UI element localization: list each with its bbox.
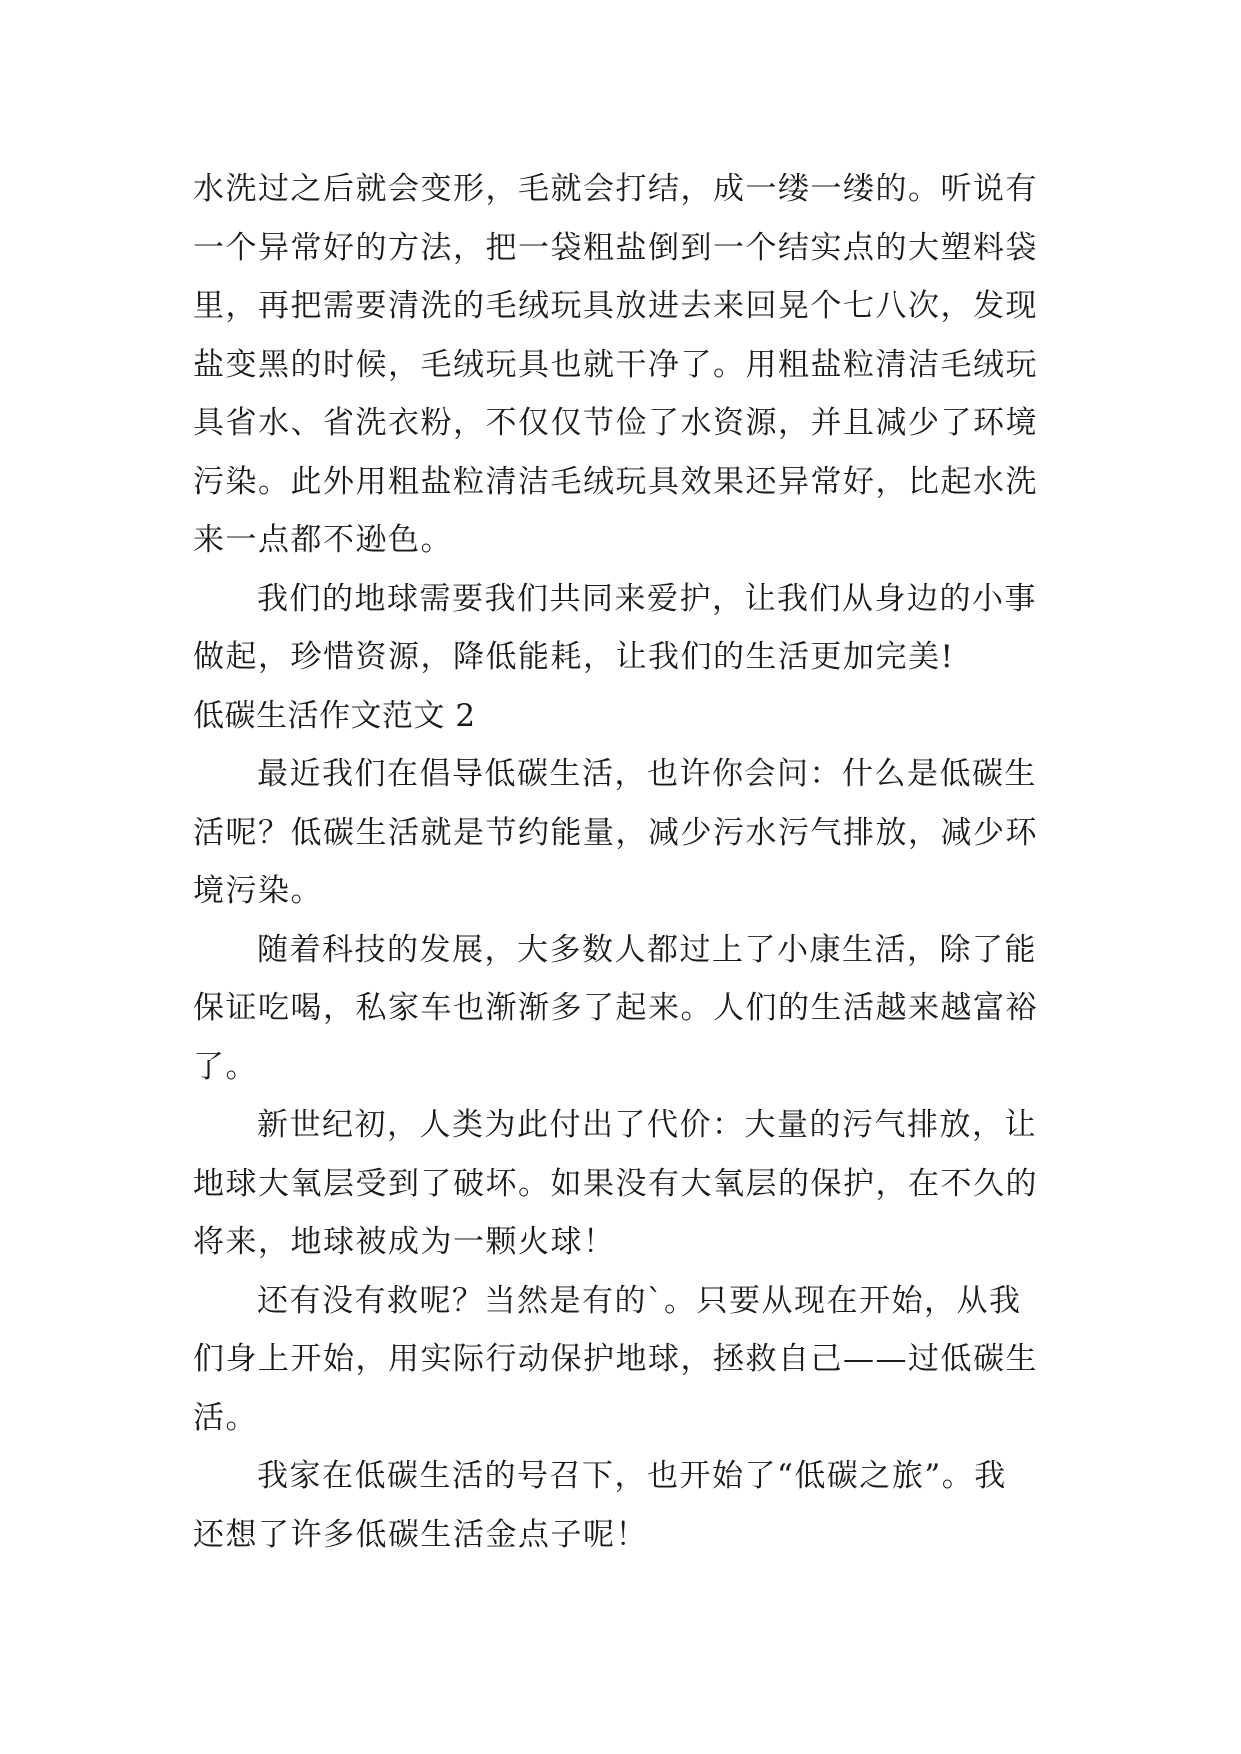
text-line: 保证吃喝，私家车也渐渐多了起来。人们的生活越来越富裕 bbox=[193, 990, 1038, 1026]
text-line: 来一点都不逊色。 bbox=[193, 522, 453, 558]
text-line: 水洗过之后就会变形，毛就会打结，成一缕一缕的。听说有 bbox=[193, 171, 1038, 207]
text-line: 境污染。 bbox=[193, 873, 323, 909]
document-page bbox=[193, 160, 1055, 1564]
paragraph-first-line: 还有没有救呢？当然是有的`。只要从现在开始，从我 bbox=[257, 1282, 1022, 1319]
text-line: 做起，珍惜资源，降低能耗，让我们的生活更加完美! bbox=[193, 639, 955, 675]
paragraph-first-line: 新世纪初，人类为此付出了代价：大量的污气排放，让 bbox=[257, 1107, 1037, 1143]
text-line: 污染。此外用粗盐粒清洁毛绒玩具效果还异常好，比起水洗 bbox=[193, 463, 1038, 500]
paragraph-first-line: 我家在低碳生活的号召下，也开始了“低碳之旅”。我 bbox=[257, 1458, 1007, 1494]
text-line: 了。 bbox=[193, 1048, 258, 1085]
text-line: 们身上开始，用实际行动保护地球，拯救自己——过低碳生 bbox=[193, 1341, 1038, 1377]
text-line: 还想了许多低碳生活金点子呢！ bbox=[193, 1516, 648, 1553]
text-line: 具省水、省洗衣粉，不仅仅节俭了水资源，并且减少了环境 bbox=[193, 405, 1038, 441]
text-line: 将来，地球被成为一颗火球！ bbox=[193, 1224, 616, 1260]
text-line: 一个异常好的方法，把一袋粗盐倒到一个结实点的大塑料袋 bbox=[193, 229, 1038, 266]
section-heading: 低碳生活作文范文 2 bbox=[193, 697, 476, 734]
paragraph-first-line: 最近我们在倡导低碳生活，也许你会问：什么是低碳生 bbox=[257, 756, 1037, 792]
text-line: 盐变黑的时候，毛绒玩具也就干净了。用粗盐粒清洁毛绒玩 bbox=[193, 346, 1038, 383]
paragraph-first-line: 我们的地球需要我们共同来爱护，让我们从身边的小事 bbox=[257, 580, 1037, 617]
text-line: 地球大氧层受到了破坏。如果没有大氧层的保护，在不久的 bbox=[193, 1165, 1038, 1202]
text-line: 里，再把需要清洗的毛绒玩具放进去来回晃个七八次，发现 bbox=[193, 288, 1038, 324]
paragraph-first-line: 随着科技的发展，大多数人都过上了小康生活，除了能 bbox=[257, 931, 1037, 968]
text-line: 活。 bbox=[193, 1399, 258, 1436]
text-line: 活呢？低碳生活就是节约能量，减少污水污气排放，减少环 bbox=[193, 814, 1038, 851]
